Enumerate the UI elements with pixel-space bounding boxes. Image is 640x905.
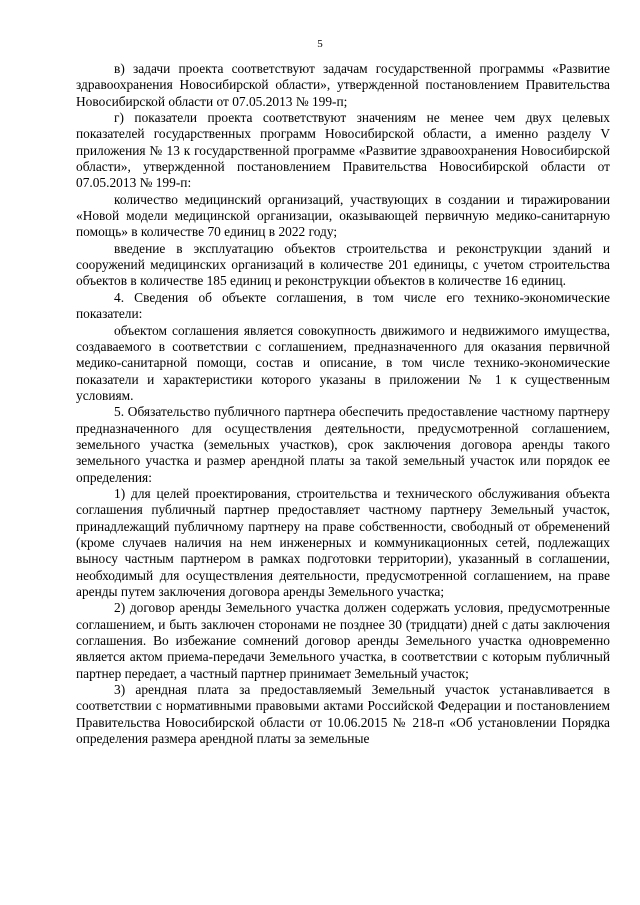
paragraph-item-2-lease-contract: 2) договор аренды Земельного участка должен содержать условия, предусмотренные соглашением, и быть заключен сторонами не позднее 30 (тридцати) дней с даты заключения соглашения. Во избежание сомнений договор аренды Земельного участка одновременно является актом приема-передачи Земельного участка, в соответствии с которым публичный партнер передает, а частный партнер принимает Земельный участок; — [76, 600, 610, 681]
paragraph-item-1-land-plot: 1) для целей проектирования, строительства и технического обслуживания объекта соглашения публичный партнер предоставляет частному партнеру Земельный участок, принадлежащий публичному партнеру на праве собственности, свободный от обременений (кроме случаев наличия на нем инженерных и коммуникационных сетей, подлежащих выносу частным партнером в рамках подготовки территории), указанный в соглашении, необходимый для осуществления деятельности, предусмотренной соглашением, на праве аренды путем заключения договора аренды Земельного участка; — [76, 485, 610, 599]
paragraph-g-indicators: г) показатели проекта соответствуют значениям не менее чем двух целевых показателей государственных программ Новосибирской области, а именно разделу V приложения № 13 к государственной программе «Развитие здравоохранения Новосибирской области», утвержденной постановлением Правительства Новосибирской области от 07.05.2013 № 199-п: — [76, 110, 610, 191]
paragraph-section-5-heading: 5. Обязательство публичного партнера обеспечить предоставление частному партнеру предназначенного для осуществления деятельности, предусмотренной соглашением, земельного участка (земельных участков), срок заключения договора аренды такого земельного участка и размер арендной платы за такой земельный участок или порядок ее определения: — [76, 404, 610, 485]
document-body — [76, 61, 610, 747]
paragraph-commissioning: введение в эксплуатацию объектов строительства и реконструкции зданий и сооружений медицинских организаций в количестве 201 единицы, с учетом строительства объектов в количестве 185 единиц и реконструкции объектов в количестве 16 единиц. — [76, 240, 610, 289]
paragraph-section-4-heading: 4. Сведения об объекте соглашения, в том числе его технико-экономические показатели: — [76, 289, 610, 322]
paragraph-item-3-rent: 3) арендная плата за предоставляемый Земельный участок устанавливается в соответствии с нормативными правовыми актами Российской Федерации и постановлением Правительства Новосибирской области от 10.06.2015 № 218-п «Об установлении Порядка определения размера арендной платы за земельные — [76, 682, 610, 747]
paragraph-object-of-agreement: объектом соглашения является совокупность движимого и недвижимого имущества, создаваемого в соответствии с соглашением, предназначенного для оказания первичной медико-санитарной помощи, состав и описание, в том числе технико-экономические показатели и характеристики которого указаны в приложении № 1 к существенным условиям. — [76, 322, 610, 403]
paragraph-medical-organizations-count: количество медицинский организаций, участвующих в создании и тиражировании «Новой модели медицинской организации, оказывающей первичную медико-санитарную помощь» в количестве 70 единиц в 2022 году; — [76, 191, 610, 240]
page-number: 5 — [317, 38, 323, 50]
paragraph-v-tasks: в) задачи проекта соответствуют задачам государственной программы «Развитие здравоохранения Новосибирской области», утвержденной постановлением Правительства Новосибирской области от 07.05.2013 № 199-п; — [76, 61, 610, 109]
